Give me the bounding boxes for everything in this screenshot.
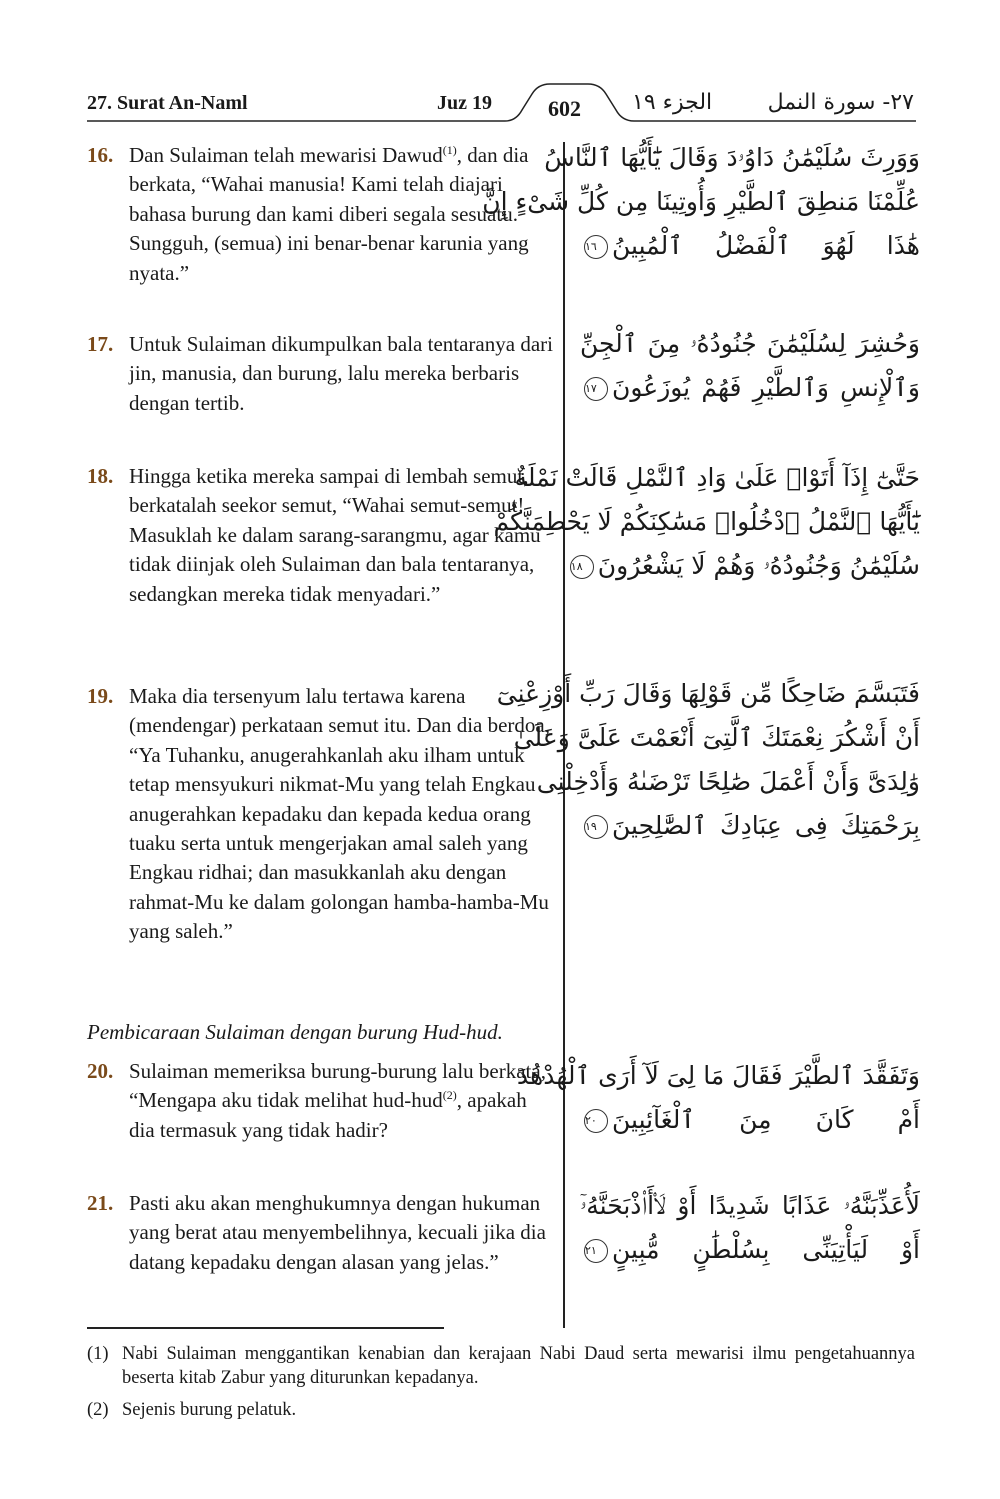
arabic-line-text: وَٱلْإِنسِ وَٱلطَّيْرِ فَهُمْ يُوزَعُونَ xyxy=(612,373,920,402)
verse-number: 21. xyxy=(87,1191,114,1215)
ayah-end-marker: ٢٠ xyxy=(584,1109,608,1133)
verse-number: 18. xyxy=(87,464,114,488)
section-heading: Pembicaraan Sulaiman dengan burung Hud-hud. xyxy=(87,1020,503,1044)
verse-21-translation xyxy=(87,1189,557,1277)
arabic-line-text: بِرَحْمَتِكَ فِى عِبَادِكَ ٱلصَّٰلِحِينَ xyxy=(612,811,920,840)
footnote-1 xyxy=(87,1342,915,1390)
surah-title-latin: 27. Surat An-Naml xyxy=(87,92,248,114)
arabic-line: يَٰٓأَيُّهَا ٱلنَّمْلُ ٱدْخُلُوا۟ مَسَٰكِنَكُمْ لَا يَحْطِمَنَّكُمْ xyxy=(493,507,920,536)
footnote-ref-1: (1) xyxy=(442,143,457,157)
verse-20-arabic xyxy=(516,1054,920,1142)
arabic-line-text: سُلَيْمَٰنُ وَجُنُودُهُۥ وَهُمْ لَا يَشْعُرُونَ xyxy=(597,551,920,580)
arabic-line-last xyxy=(580,1098,920,1142)
footnote-text: Nabi Sulaiman menggantikan kenabian dan kerajaan Nabi Daud serta mewarisi ilmu pengetahuannya beserta kitab Zabur yang diturunkan kepadanya. xyxy=(122,1344,915,1388)
footnote-rule xyxy=(87,1327,444,1329)
arabic-line: عُلِّمْنَا مَنطِقَ ٱلطَّيْرِ وَأُوتِينَا مِن كُلِّ شَىْءٍ إِنَّ xyxy=(482,187,920,216)
arabic-line-last xyxy=(580,1228,920,1272)
verse-21-arabic xyxy=(580,1184,920,1272)
footnote-ref-2: (2) xyxy=(442,1088,457,1103)
juz-label-latin: Juz 19 xyxy=(437,92,492,114)
verse-18-translation xyxy=(87,462,557,609)
arabic-line: أَنْ أَشْكُرَ نِعْمَتَكَ ٱلَّتِىٓ أَنْعَمْتَ عَلَىَّ وَعَلَىٰ xyxy=(513,723,920,752)
footnote-number: (2) xyxy=(87,1400,109,1420)
verse-number: 17. xyxy=(87,332,114,356)
verse-18-arabic xyxy=(493,456,920,588)
ayah-end-marker: ١٨ xyxy=(570,555,594,579)
footnote-2 xyxy=(87,1398,915,1422)
arabic-line: وَحُشِرَ لِسُلَيْمَٰنَ جُنُودُهُۥ مِنَ ٱلْجِنِّ xyxy=(580,329,920,358)
arabic-line-last xyxy=(580,224,920,268)
arabic-line: لَأُعَذِّبَنَّهُۥ عَذَابًا شَدِيدًا أَوْ لَا۟أَا۟ذْبَحَنَّهُۥٓ xyxy=(580,1191,920,1220)
arabic-line-text: هَٰذَا لَهُوَ ٱلْفَضْلُ ٱلْمُبِينُ xyxy=(612,231,920,260)
ayah-end-marker: ١٦ xyxy=(584,235,608,259)
ayah-end-marker: ١٩ xyxy=(584,815,608,839)
footnote-text: Sejenis burung pelatuk. xyxy=(122,1400,297,1420)
verse-text: Hingga ketika mereka sampai di lembah semut, berkatalah seekor semut, “Wahai semut-semut! Masuklah ke dalam sarang-sarangmu, agar kamu tidak diinjak oleh Sulaiman dan bala tentaranya, sedangkan mereka tidak menyadari.” xyxy=(129,464,541,606)
verse-20-translation xyxy=(87,1057,557,1145)
verse-17-arabic xyxy=(580,322,920,410)
arabic-line: فَتَبَسَّمَ ضَاحِكًا مِّن قَوْلِهَا وَقَالَ رَبِّ أَوْزِعْنِىٓ xyxy=(496,679,920,708)
ayah-end-marker: ١٧ xyxy=(584,377,608,401)
verse-text-part: Dan Sulaiman telah mewarisi Dawud xyxy=(129,143,443,167)
arabic-line-last xyxy=(580,804,920,848)
juz-label-arabic: الجزء ١٩ xyxy=(632,90,713,115)
verse-number: 19. xyxy=(87,684,114,708)
verse-number: 16. xyxy=(87,143,114,167)
surah-title-arabic: ٢٧- سورة النمل xyxy=(767,90,914,115)
arabic-line: حَتَّىٰٓ إِذَآ أَتَوْا۟ عَلَىٰ وَادِ ٱلنَّمْلِ قَالَتْ نَمْلَةٌ xyxy=(514,463,920,492)
verse-text: Pasti aku akan menghukumnya dengan hukuman yang berat atau menyembelihnya, kecuali jika dia datang kepadaku dengan alasan yang jelas.” xyxy=(129,1191,546,1274)
verse-16-arabic xyxy=(482,136,920,268)
verse-number: 20. xyxy=(87,1059,114,1083)
verse-text-part: Sulaiman memeriksa burung-burung lalu berkata, “Mengapa aku tidak melihat hud-hud xyxy=(129,1059,546,1113)
verse-text: Untuk Sulaiman dikumpulkan bala tentaranya dari jin, manusia, dan burung, lalu mereka berbaris dengan tertib. xyxy=(129,332,553,415)
footnote-number: (1) xyxy=(87,1344,109,1364)
verse-17-translation xyxy=(87,330,557,418)
arabic-line: وَوَرِثَ سُلَيْمَٰنُ دَاوُۥدَ وَقَالَ يَٰٓأَيُّهَا ٱلنَّاسُ xyxy=(544,143,920,172)
arabic-line: وَٰلِدَىَّ وَأَنْ أَعْمَلَ صَٰلِحًا تَرْضَىٰهُ وَأَدْخِلْنِى xyxy=(536,767,920,796)
ayah-end-marker: ٢١ xyxy=(584,1239,608,1263)
verse-text xyxy=(129,1057,557,1145)
verse-text-part: , apakah dia termasuk yang tidak hadir? xyxy=(129,1088,527,1142)
arabic-line-text: أَمْ كَانَ مِنَ ٱلْغَآئِبِينَ xyxy=(612,1105,920,1134)
page-number: 602 xyxy=(548,96,581,121)
arabic-line-last xyxy=(570,544,920,588)
verse-19-translation xyxy=(87,682,557,947)
verse-text-part: , dan dia berkata, “Wahai manusia! Kami telah diajari bahasa burung dan kami diberi segala sesuatu. Sungguh, (semua) ini benar-benar karunia yang nyata.” xyxy=(129,143,529,285)
page-header xyxy=(0,0,1000,130)
verse-19-arabic xyxy=(496,672,920,848)
arabic-line-last xyxy=(580,366,920,410)
arabic-line: وَتَفَقَّدَ ٱلطَّيْرَ فَقَالَ مَا لِىَ لَآ أَرَى ٱلْهُدْهُدَ xyxy=(516,1061,920,1090)
verse-text: Maka dia tersenyum lalu tertawa karena (mendengar) perkataan semut itu. Dan dia berdoa, “Ya Tuhanku, anugerahkanlah aku ilham untuk tetap mensyukuri nikmat-Mu yang telah Engkau anugerahkan kepadaku dan kepada kedua orang tuaku serta untuk mengerjakan amal saleh yang Engkau ridhai; dan masukkanlah aku dengan rahmat-Mu ke dalam golongan hamba-hamba-Mu yang saleh.” xyxy=(129,684,550,944)
arabic-line-text: أَوْ لَيَأْتِيَنِّى بِسُلْطَٰنٍ مُّبِينٍ xyxy=(612,1235,920,1264)
